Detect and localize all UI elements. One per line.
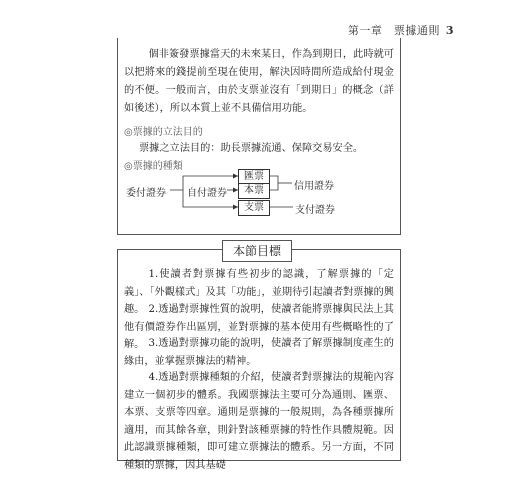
check-box: 支票 bbox=[238, 200, 270, 216]
objective-item: 4.透過對票據種類的介紹，使讀者對票據法的規範內容建立一個初步的體系。我國票據法主要可分為通則、匯票、本票、支票等四章。通則是票據的一般規則，為各種票據所適用，而其餘各章，則針對該種票據的特性作具體規範。因此認識票據種類，即可建立票據法的體系。另一方面，不同種類的票據，因其基礎 bbox=[124, 372, 394, 471]
heading-instrument-types: ◎票據的種類 bbox=[124, 161, 183, 172]
intro-paragraph: 個非簽發票據當天的未來某日，作為到期日，此時就可以把將來的錢提前至現在使用，解決因時間所造成給付現金的不便。一般而言，由於支票並沒有「到期日」的概念（詳如後述），所以本質上並不具備信用功能。 bbox=[124, 49, 394, 114]
entrust-securities-label: 委付證券 bbox=[126, 188, 166, 199]
purpose-text: 票據之立法目的：助長票據流通、保障交易安全。 bbox=[139, 143, 364, 154]
self-pay-securities-label: 自付證券 bbox=[187, 184, 227, 199]
objective-item: 1.使讀者對票據有些初步的認識，了解票據的「定義」、「外觀樣式」及其「功能」，並期待引起讀者對票據的興趣。 bbox=[124, 269, 394, 315]
objective-item: 2.透過對票據性質的說明，使讀者能將票據與民法上其他有價證券作出區別，並對票據的基本使用有些概略性的了解。 bbox=[124, 304, 394, 350]
chapter-title: 第一章 票據通則 bbox=[347, 24, 440, 37]
bill-of-exchange-box: 匯票 bbox=[238, 169, 270, 185]
section-objectives-title: 本節目標 bbox=[222, 240, 292, 262]
objective-item: 3.透過對票據功能的說明，使讀者了解票據制度產生的緣由，並掌握票據法的精神。 bbox=[124, 338, 394, 367]
heading-legislative-purpose: ◎票據的立法目的 bbox=[124, 127, 203, 138]
payment-securities-label: 支付證券 bbox=[295, 205, 335, 216]
credit-securities-label: 信用證券 bbox=[294, 181, 334, 192]
promissory-note-box: 本票 bbox=[238, 183, 270, 199]
page-number: 3 bbox=[445, 24, 454, 37]
